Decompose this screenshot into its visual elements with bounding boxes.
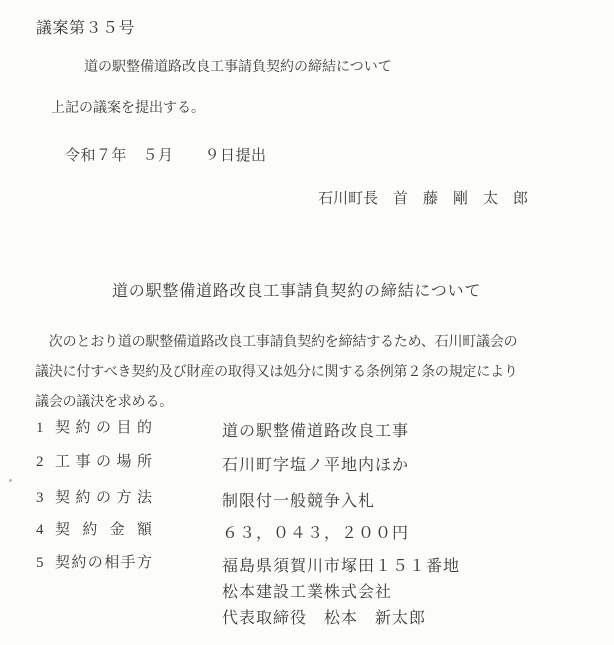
contract-item-row <box>36 489 375 515</box>
item-number: 4 <box>36 522 44 538</box>
item-number: 1 <box>36 420 44 436</box>
scan-speck <box>9 479 12 482</box>
paragraph-line: 議会の議決を求める。 <box>35 395 173 410</box>
contract-item-row <box>36 554 460 632</box>
item-number: 5 <box>36 555 44 571</box>
contract-item-row <box>36 521 409 547</box>
item-label: 契約の相手方 <box>55 555 152 571</box>
item-value: 松本建設工業株式会社 <box>222 584 393 601</box>
item-label: 工事の場所 <box>55 454 152 470</box>
submitter-name: 石川町長 首 藤 剛 太 郎 <box>318 191 529 207</box>
body-paragraph <box>35 328 595 418</box>
document-title: 道の駅整備道路改良工事請負契約の締結について <box>84 60 392 75</box>
bill-number: 議案第３５号 <box>36 20 136 37</box>
item-value: 石川町字塩ノ平地内ほか <box>222 457 410 474</box>
item-value: 福島県須賀川市塚田１５１番地 <box>222 558 461 575</box>
submission-statement: 上記の議案を提出する。 <box>51 101 205 116</box>
body-title: 道の駅整備道路改良工事請負契約の締結について <box>112 283 482 300</box>
paragraph-line: 議決に付すべき契約及び財産の取得又は処分に関する条例第２条の規定により <box>35 365 518 380</box>
item-number: 3 <box>36 490 44 506</box>
item-label: 契約の方法 <box>55 490 152 506</box>
item-value: 代表取締役 松本 新太郎 <box>222 610 427 627</box>
item-value: 道の駅整備道路改良工事 <box>222 423 410 440</box>
item-number: 2 <box>36 454 44 470</box>
contract-item-row <box>36 419 409 445</box>
paragraph-line: 次のとおり道の駅整備道路改良工事請負契約を締結するため、石川町議会の <box>35 335 518 350</box>
item-value: ６３，０４３，２００円 <box>222 525 410 542</box>
item-value: 制限付一般競争入札 <box>222 493 376 510</box>
item-label: 契約の目的 <box>55 420 152 436</box>
submission-date: 令和７年 ５月 ９日提出 <box>65 148 267 164</box>
item-label: 契約金額 <box>55 522 152 538</box>
contract-item-row <box>36 453 409 479</box>
